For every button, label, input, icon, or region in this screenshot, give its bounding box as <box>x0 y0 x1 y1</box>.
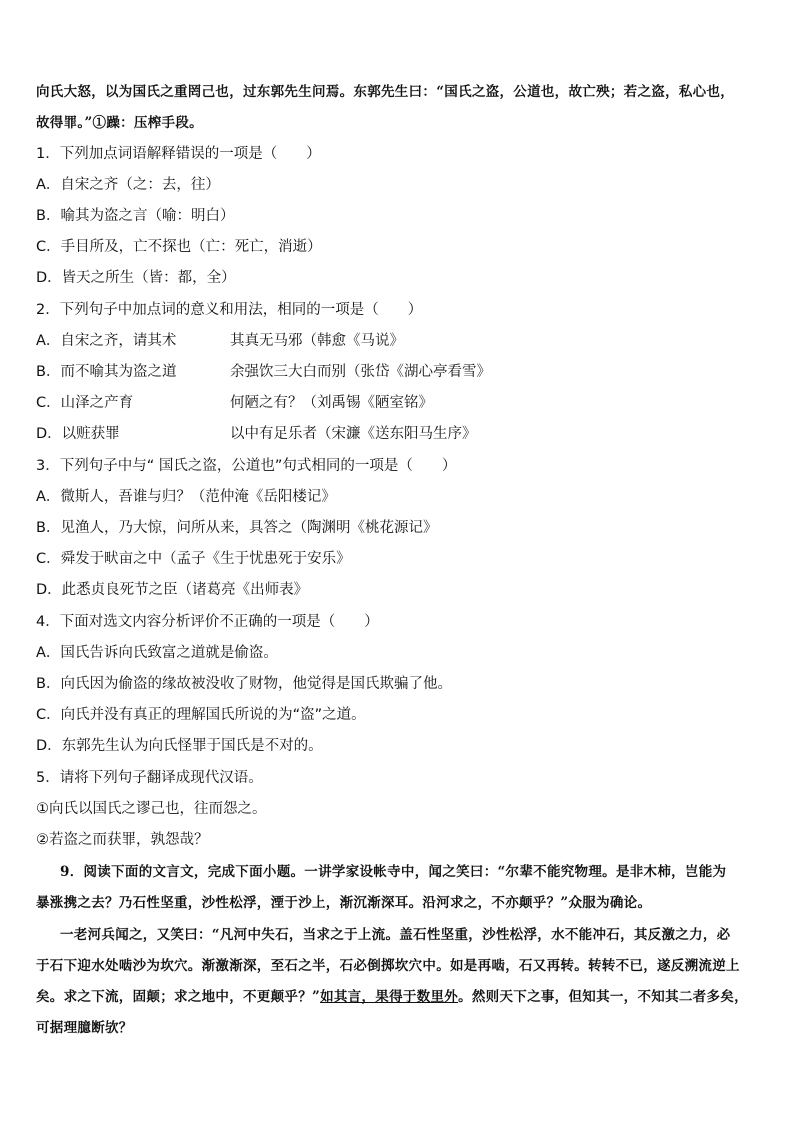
option-right: 何陋之有？（刘禹锡《陋室铭》 <box>230 395 433 411</box>
question-1-option-b: B．喻其为盗之言（喻：明白） <box>36 208 235 224</box>
question-4-option-a: A．国氏告诉向氏致富之道就是偷盗。 <box>36 645 278 661</box>
question-1-option-a: A．自宋之齐（之：去，往） <box>36 177 220 193</box>
option-right: 余强饮三大白而别（张岱《湖心亭看雪》 <box>230 364 491 380</box>
option-right: 其真无马邪（韩愈《马说》 <box>230 333 404 349</box>
text-span: 。然则天下之事，但知其一，不知其二者多矣， <box>458 989 748 1005</box>
question-4-option-d: D．东郭先生认为向氏怪罪于国氏是不对的。 <box>36 738 323 754</box>
question-2-stem: 2．下列句子中加点词的意义和用法，相同的一项是（ ） <box>36 302 423 318</box>
question-3-option-d: D．此悉贞良死节之臣（诸葛亮《出师表》 <box>36 582 309 598</box>
section-9-paragraph-line: 一老河兵闻之，又笑曰：“凡河中失石，当求之于上流。盖石性坚重，沙性松浮，水不能冲石，其反激之力，必 <box>60 927 731 943</box>
question-1-stem: 1．下列加点词语解释错误的一项是（ ） <box>36 146 321 162</box>
section-9-paragraph-line: 于石下迎水处啮沙为坎穴。渐激渐深，至石之半，石必倒掷坎穴中。如是再啮，石又再转。转转不已，遂反溯流逆上 <box>36 958 740 974</box>
section-9-paragraph-line <box>36 987 748 1007</box>
question-1-option-d: D．皆天之所生（皆：都，全） <box>36 270 236 286</box>
question-5-stem: 5．请将下列句子翻译成现代汉语。 <box>36 770 263 786</box>
question-3-stem: 3．下列句子中与“ 国氏之盗，公道也”句式相同的一项是（ ） <box>36 458 457 474</box>
question-2-option-b <box>36 362 176 382</box>
question-3-option-a: A．微斯人，吾谁与归？（范仲淹《岳阳楼记》 <box>36 489 336 505</box>
question-1-option-c: C．手目所及，亡不探也（亡：死亡，消逝） <box>36 239 322 255</box>
passage-line: 故得罪。”①躁：压榨手段。 <box>36 115 203 131</box>
question-5-item-1: ①向氏以国氏之谬己也，往而怨之。 <box>36 801 267 817</box>
option-left: A．自宋之齐，请其术 <box>36 333 177 349</box>
section-9-paragraph-line: 可据理臆断欤？ <box>36 1020 133 1036</box>
question-4-stem: 4．下面对选文内容分析评价不正确的一项是（ ） <box>36 614 379 630</box>
underlined-sentence: 如其言，果得于数里外 <box>320 989 459 1005</box>
option-right: 以中有足乐者（宋濂《送东阳马生序》 <box>230 426 477 442</box>
question-2-option-a <box>36 331 176 351</box>
question-4-option-b: B．向氏因为偷盗的缘故被没收了财物，他觉得是国氏欺骗了他。 <box>36 676 452 692</box>
question-5-item-2: ②若盗之而获罪，孰怨哉？ <box>36 832 209 848</box>
question-2-option-c <box>36 393 133 413</box>
passage-line: 向氏大怒，以为国氏之重罔己也，过东郭先生问焉。东郭先生曰：“国氏之盗，公道也，故亡殃；若之盗，私心也， <box>36 84 735 100</box>
question-3-option-c: C．舜发于畎亩之中（孟子《生于忧患死于安乐》 <box>36 551 351 567</box>
question-2-option-d <box>36 424 120 444</box>
option-left: B．而不喻其为盗之道 <box>36 364 177 380</box>
option-left: C．山泽之产育 <box>36 395 134 411</box>
text-span: 矣。求之下流，固颠；求之地中，不更颠乎？” <box>36 989 321 1005</box>
question-4-option-c: C．向氏并没有真正的理解国氏所说的为“盗”之道。 <box>36 707 366 723</box>
option-left: D．以赃获罪 <box>36 426 120 442</box>
section-9-intro: 9．阅读下面的文言文，完成下面小题。一讲学家设帐寺中，闻之笑曰：“尔辈不能究物理。是非木柿，岂能为 <box>60 864 727 880</box>
question-3-option-b: B．见渔人，乃大惊，问所从来，具答之（陶渊明《桃花源记》 <box>36 520 438 536</box>
section-9-intro-line: 暴涨携之去？乃石性坚重，沙性松浮，湮于沙上，渐沉渐深耳。沿河求之，不亦颠乎？”众服为确论。 <box>36 895 652 911</box>
